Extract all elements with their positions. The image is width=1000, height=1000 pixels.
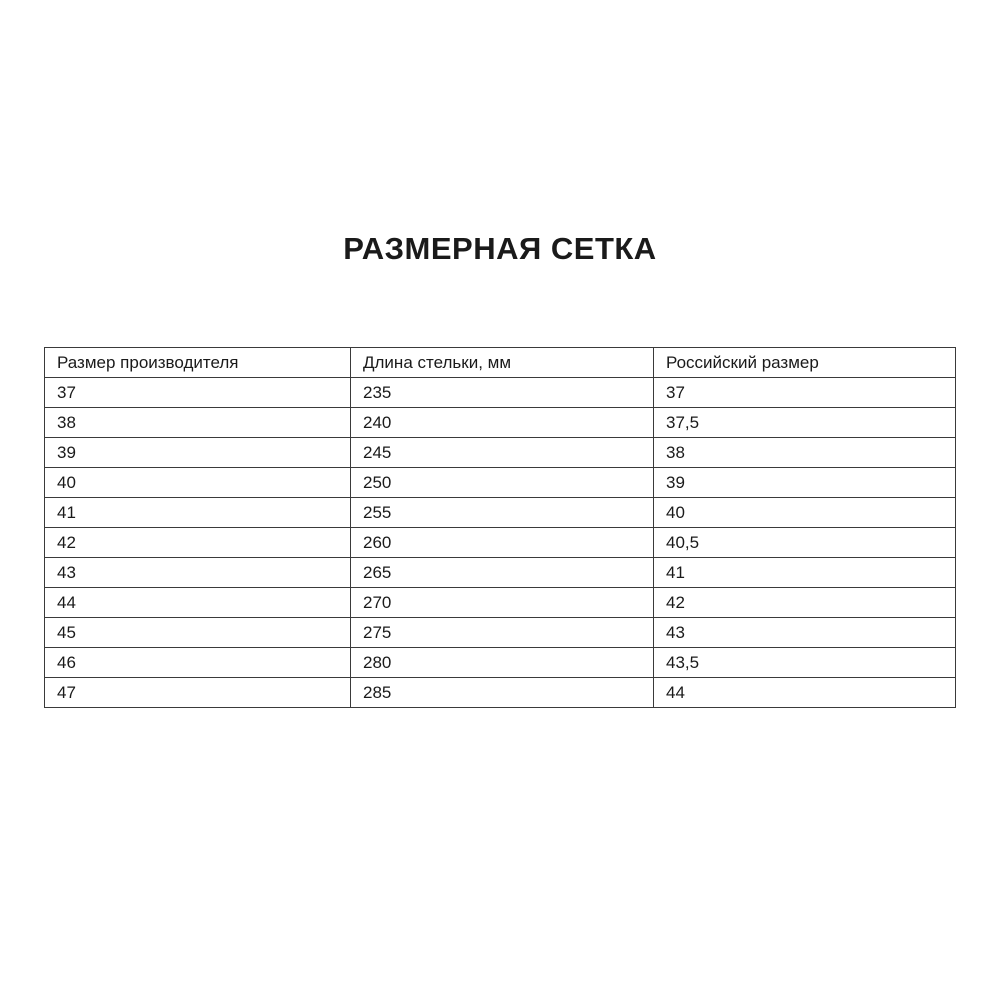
table-cell: 260 bbox=[351, 528, 654, 558]
table-cell: 43 bbox=[45, 558, 351, 588]
table-cell: 47 bbox=[45, 678, 351, 708]
table-cell: 40,5 bbox=[654, 528, 956, 558]
column-header-manufacturer-size: Размер производителя bbox=[45, 348, 351, 378]
table-cell: 265 bbox=[351, 558, 654, 588]
table-cell: 43 bbox=[654, 618, 956, 648]
table-cell: 42 bbox=[654, 588, 956, 618]
table-cell: 37,5 bbox=[654, 408, 956, 438]
table-row bbox=[45, 678, 956, 708]
table-row bbox=[45, 648, 956, 678]
table-row bbox=[45, 408, 956, 438]
table-cell: 37 bbox=[654, 378, 956, 408]
table-row bbox=[45, 438, 956, 468]
table-row bbox=[45, 588, 956, 618]
table-row bbox=[45, 468, 956, 498]
table-cell: 38 bbox=[45, 408, 351, 438]
table-cell: 39 bbox=[45, 438, 351, 468]
table-row bbox=[45, 618, 956, 648]
table-cell: 240 bbox=[351, 408, 654, 438]
table-cell: 38 bbox=[654, 438, 956, 468]
table-cell: 39 bbox=[654, 468, 956, 498]
table-cell: 42 bbox=[45, 528, 351, 558]
table-cell: 41 bbox=[654, 558, 956, 588]
column-header-russian-size: Российский размер bbox=[654, 348, 956, 378]
table-cell: 46 bbox=[45, 648, 351, 678]
table-cell: 280 bbox=[351, 648, 654, 678]
table-cell: 41 bbox=[45, 498, 351, 528]
table-cell: 44 bbox=[45, 588, 351, 618]
table-row bbox=[45, 378, 956, 408]
table-cell: 40 bbox=[654, 498, 956, 528]
table-row bbox=[45, 498, 956, 528]
column-header-insole-length: Длина стельки, мм bbox=[351, 348, 654, 378]
table-row bbox=[45, 558, 956, 588]
table-cell: 245 bbox=[351, 438, 654, 468]
table-cell: 255 bbox=[351, 498, 654, 528]
table-cell: 275 bbox=[351, 618, 654, 648]
table-cell: 235 bbox=[351, 378, 654, 408]
table-cell: 43,5 bbox=[654, 648, 956, 678]
table-cell: 37 bbox=[45, 378, 351, 408]
table-cell: 285 bbox=[351, 678, 654, 708]
table-cell: 250 bbox=[351, 468, 654, 498]
table-header-row bbox=[45, 348, 956, 378]
table-cell: 45 bbox=[45, 618, 351, 648]
table-cell: 270 bbox=[351, 588, 654, 618]
table-cell: 40 bbox=[45, 468, 351, 498]
table-cell: 44 bbox=[654, 678, 956, 708]
size-table bbox=[44, 347, 956, 708]
page-title: РАЗМЕРНАЯ СЕТКА bbox=[343, 231, 657, 266]
table-row bbox=[45, 528, 956, 558]
